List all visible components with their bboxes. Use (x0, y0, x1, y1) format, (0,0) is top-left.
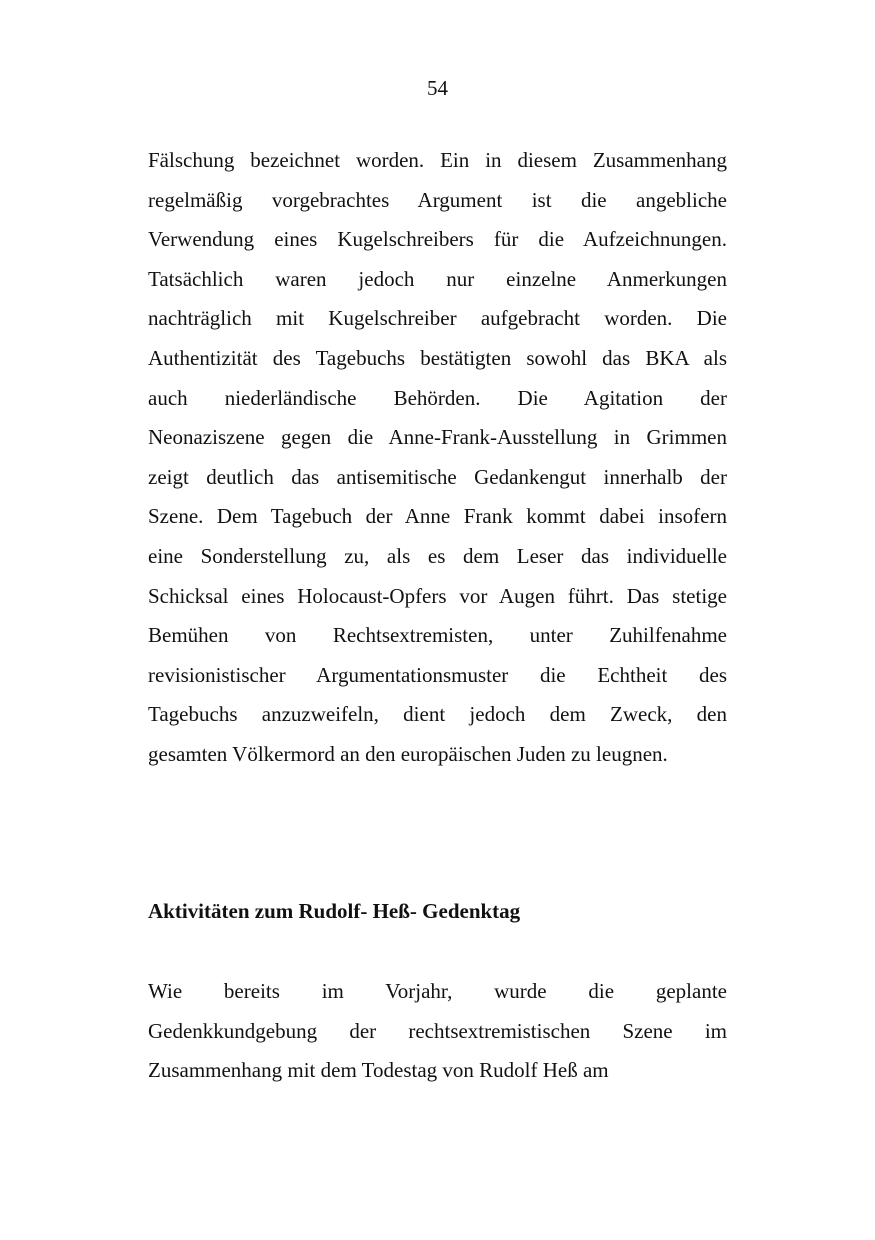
text-line: Neonaziszene gegen die Anne-Frank-Ausstellung in Grimmen (148, 425, 727, 450)
text-line: nachträglich mit Kugelschreiber aufgebracht worden. Die (148, 306, 727, 331)
text-line: revisionistischer Argumentationsmuster die Echtheit des (148, 662, 727, 687)
body-paragraph-hess-gedenktag (148, 972, 727, 1091)
text-line: Wie bereits im Vorjahr, wurde die geplante (148, 979, 727, 1003)
section-heading: Aktivitäten zum Rudolf- Heß- Gedenktag (148, 899, 521, 923)
text-line: Bemühen von Rechtsextremisten, unter Zuhilfenahme (148, 623, 727, 648)
text-line: regelmäßig vorgebrachtes Argument ist die angebliche (148, 187, 727, 212)
text-line: Schicksal eines Holocaust-Opfers vor Augen führt. Das stetige (148, 583, 727, 608)
text-line: gesamten Völkermord an den europäischen Juden zu leugnen. (148, 741, 668, 766)
text-line: Szene. Dem Tagebuch der Anne Frank kommt dabei insofern (148, 504, 727, 529)
text-line: Tatsächlich waren jedoch nur einzelne Anmerkungen (148, 266, 727, 291)
text-line: eine Sonderstellung zu, als es dem Leser das individuelle (148, 543, 727, 568)
text-line: Gedenkkundgebung der rechtsextremistischen Szene im (148, 1018, 727, 1043)
text-line: Tagebuchs anzuzweifeln, dient jedoch dem Zweck, den (148, 702, 727, 727)
text-line: Authentizität des Tagebuchs bestätigten sowohl das BKA als (148, 345, 727, 370)
text-line: Fälschung bezeichnet worden. Ein in diesem Zusammenhang (148, 148, 727, 172)
text-line: Verwendung eines Kugelschreibers für die Aufzeichnungen. (148, 227, 727, 252)
text-line: zeigt deutlich das antisemitische Gedankengut innerhalb der (148, 464, 727, 489)
body-paragraph-anne-frank (148, 141, 727, 775)
text-line: Zusammenhang mit dem Todestag von Rudolf Heß am (148, 1058, 609, 1083)
page-number: 54 (427, 76, 448, 100)
text-line: auch niederländische Behörden. Die Agitation der (148, 385, 727, 410)
